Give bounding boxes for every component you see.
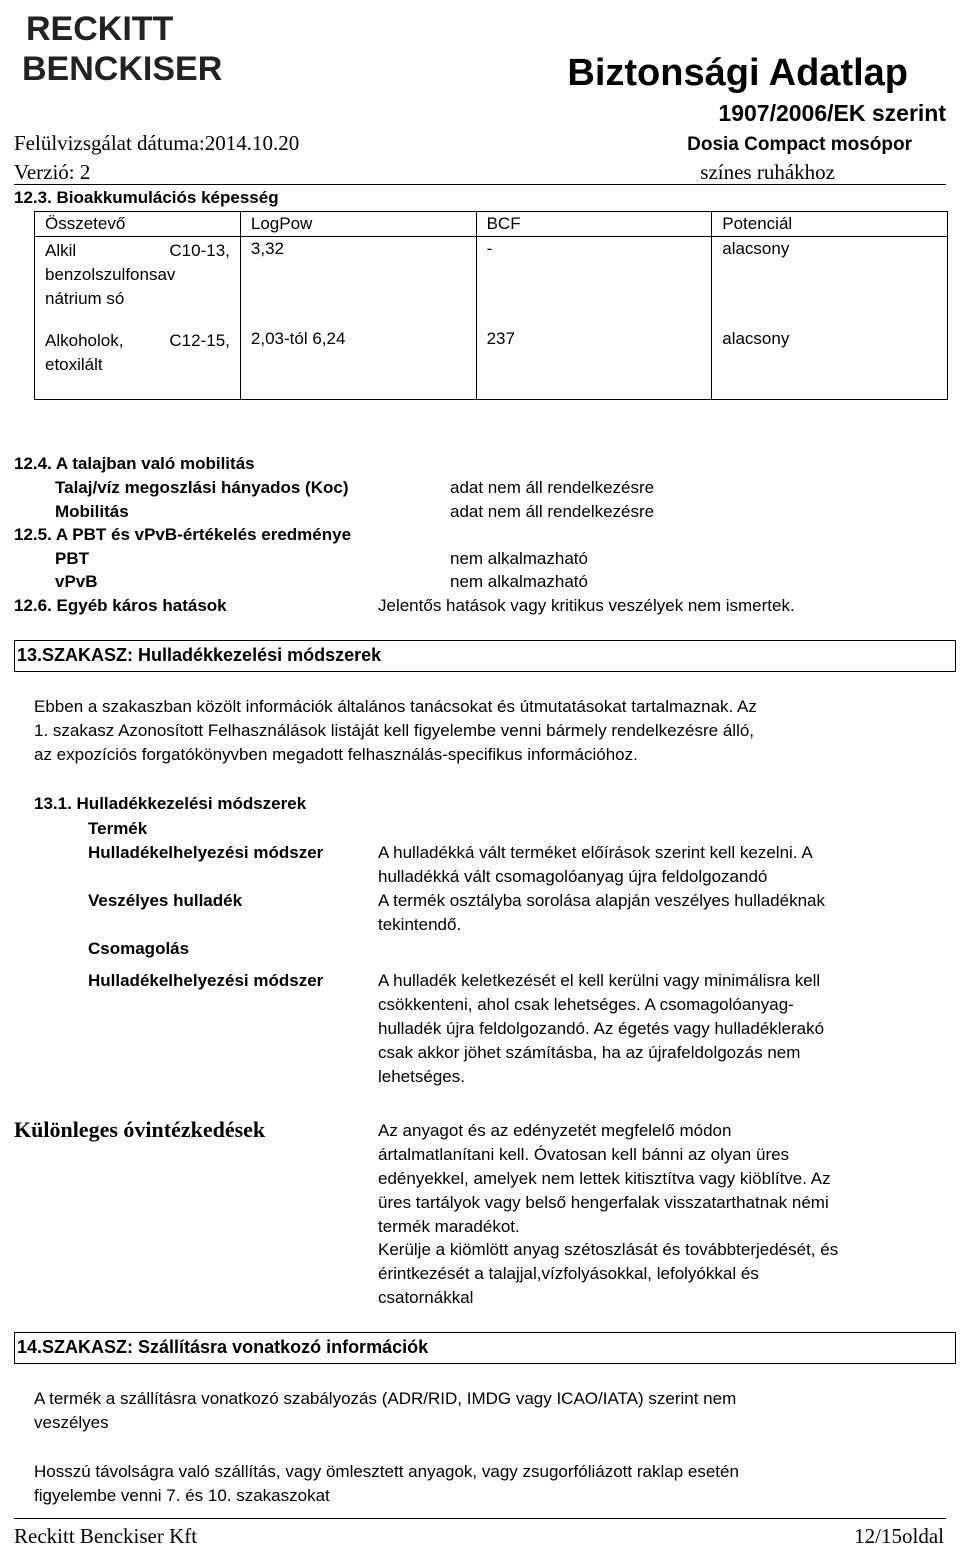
section-14-title-box bbox=[14, 1332, 956, 1364]
revision-date: Felülvizsgálat dátuma:2014.10.20 bbox=[14, 131, 300, 155]
section-13-intro-line: 1. szakasz Azonosított Felhasználások listáját kell figyelembe venni bármely rendelkezésre álló, bbox=[34, 721, 755, 740]
header-divider bbox=[14, 184, 946, 185]
bioaccumulation-table bbox=[34, 211, 948, 400]
table-cell: Alkoholok, C12-15, etoxilált bbox=[35, 325, 241, 400]
column-header: Potenciál bbox=[712, 212, 948, 237]
packaging-disposal-text: lehetséges. bbox=[378, 1067, 465, 1086]
transport-text: A termék a szállításra vonatkozó szabályozás (ADR/RID, IMDG vagy ICAO/IATA) szerint nem bbox=[34, 1389, 737, 1408]
packaging-disposal-text: csökkenteni, ahol csak lehetséges. A csomagolóanyag- bbox=[378, 995, 794, 1014]
table-row bbox=[35, 237, 948, 326]
footer-divider bbox=[14, 1518, 946, 1519]
mobility-label: Mobilitás bbox=[55, 502, 129, 521]
transport-text: Hosszú távolságra való szállítás, vagy ömlesztett anyagok, vagy zsugorfóliázott raklap esetén bbox=[34, 1462, 739, 1481]
table-cell: 2,03-tól 6,24 bbox=[240, 325, 476, 400]
table-cell: alacsony bbox=[712, 237, 948, 326]
regulation-reference: 1907/2006/EK szerint bbox=[718, 100, 946, 126]
packaging-heading: Csomagolás bbox=[88, 939, 190, 958]
packaging-disposal-text: hulladék újra feldolgozandó. Az égetés vagy hulladéklerakó bbox=[378, 1019, 825, 1038]
disposal-method-label: Hulladékelhelyezési módszer bbox=[88, 843, 324, 862]
packaging-disposal-text: A hulladék keletkezését el kell kerülni vagy minimálisra kell bbox=[378, 971, 821, 990]
special-precautions-text: Kerülje a kiömlött anyag szétoszlását és továbbterjedését, és bbox=[378, 1240, 839, 1259]
other-effects-value: Jelentős hatások vagy kritikus veszélyek nem ismertek. bbox=[378, 596, 795, 615]
footer-company: Reckitt Benckiser Kft bbox=[14, 1524, 198, 1548]
logo-line-1: RECKITT bbox=[26, 10, 174, 48]
company-logo bbox=[22, 6, 244, 86]
packaging-disposal-label: Hulladékelhelyezési módszer bbox=[88, 971, 324, 990]
hazardous-waste-label: Veszélyes hulladék bbox=[88, 891, 243, 910]
table-header-row bbox=[35, 212, 948, 237]
koc-value: adat nem áll rendelkezésre bbox=[450, 478, 655, 497]
special-precautions-text: üres tartályok vagy belső hengerfalak visszatarthatnak némi bbox=[378, 1193, 829, 1212]
logo-line-2: BENCKISER bbox=[22, 50, 223, 86]
transport-text: figyelembe venni 7. és 10. szakaszokat bbox=[34, 1486, 330, 1505]
packaging-disposal-text: csak akkor jöhet számításba, ha az újrafeldolgozás nem bbox=[378, 1043, 801, 1062]
product-name-line-2: színes ruhákhoz bbox=[700, 160, 835, 184]
table-cell: 3,32 bbox=[240, 237, 476, 326]
vpvb-label: vPvB bbox=[55, 572, 98, 591]
pbt-value: nem alkalmazható bbox=[450, 549, 588, 568]
section-14-title: 14.SZAKASZ: Szállításra vonatkozó információk bbox=[17, 1337, 429, 1357]
disposal-method-text: hulladékká vált csomagolóanyag újra feldolgozandó bbox=[378, 867, 768, 886]
section-13-title: 13.SZAKASZ: Hulladékkezelési módszerek bbox=[17, 645, 382, 665]
special-precautions-text: érintkezését a talajjal,vízfolyásokkal, lefolyókkal és bbox=[378, 1264, 759, 1283]
special-precautions-text: edényekkel, amelyek nem lettek kitisztítva vagy kiöblítve. Az bbox=[378, 1169, 831, 1188]
pbt-label: PBT bbox=[55, 549, 89, 568]
special-precautions-text: Az anyagot és az edényzetét megfelelő módon bbox=[378, 1121, 732, 1140]
special-precautions-text: termék maradékot. bbox=[378, 1217, 520, 1236]
mobility-value: adat nem áll rendelkezésre bbox=[450, 502, 655, 521]
table-cell: alacsony bbox=[712, 325, 948, 400]
section-13-intro-line: Ebben a szakaszban közölt információk általános tanácsokat és útmutatásokat tartalmaznak. Az bbox=[34, 697, 757, 716]
version: Verzió: 2 bbox=[14, 160, 91, 184]
table-cell: - bbox=[476, 237, 712, 326]
document-title: Biztonsági Adatlap bbox=[567, 52, 908, 94]
column-header: LogPow bbox=[240, 212, 476, 237]
footer-page-number: 12/15oldal bbox=[854, 1524, 944, 1548]
vpvb-value: nem alkalmazható bbox=[450, 572, 588, 591]
transport-text: veszélyes bbox=[34, 1413, 109, 1432]
section-13-title-box bbox=[14, 640, 956, 672]
section-12-6-heading: 12.6. Egyéb káros hatások bbox=[14, 596, 227, 615]
section-13-intro-line: az expozíciós forgatókönyvben megadott felhasználás-specifikus információhoz. bbox=[34, 745, 638, 764]
table-cell: 237 bbox=[476, 325, 712, 400]
koc-label: Talaj/víz megoszlási hányados (Koc) bbox=[55, 478, 349, 497]
section-12-5-heading: 12.5. A PBT és vPvB-értékelés eredménye bbox=[14, 525, 352, 544]
special-precautions-text: csatornákkal bbox=[378, 1288, 474, 1307]
table-cell: Alkil C10-13, benzolszulfonsav nátrium só bbox=[35, 237, 241, 326]
special-precautions-text: ártalmatlanítani kell. Óvatosan kell bánni az olyan üres bbox=[378, 1145, 790, 1164]
column-header: BCF bbox=[476, 212, 712, 237]
section-12-4-heading: 12.4. A talajban való mobilitás bbox=[14, 454, 255, 473]
hazardous-waste-text: tekintendő. bbox=[378, 915, 462, 934]
subsection-13-1-heading: 13.1. Hulladékkezelési módszerek bbox=[34, 794, 307, 813]
hazardous-waste-text: A termék osztályba sorolása alapján veszélyes hulladéknak bbox=[378, 891, 825, 910]
column-header: Összetevő bbox=[35, 212, 241, 237]
special-precautions-label: Különleges óvintézkedések bbox=[14, 1117, 266, 1142]
product-name: Dosia Compact mosópor bbox=[687, 134, 912, 155]
product-heading: Termék bbox=[88, 819, 148, 838]
table-row bbox=[35, 325, 948, 400]
section-12-3-heading: 12.3. Bioakkumulációs képesség bbox=[14, 188, 279, 207]
disposal-method-text: A hulladékká vált terméket előírások szerint kell kezelni. A bbox=[378, 843, 813, 862]
